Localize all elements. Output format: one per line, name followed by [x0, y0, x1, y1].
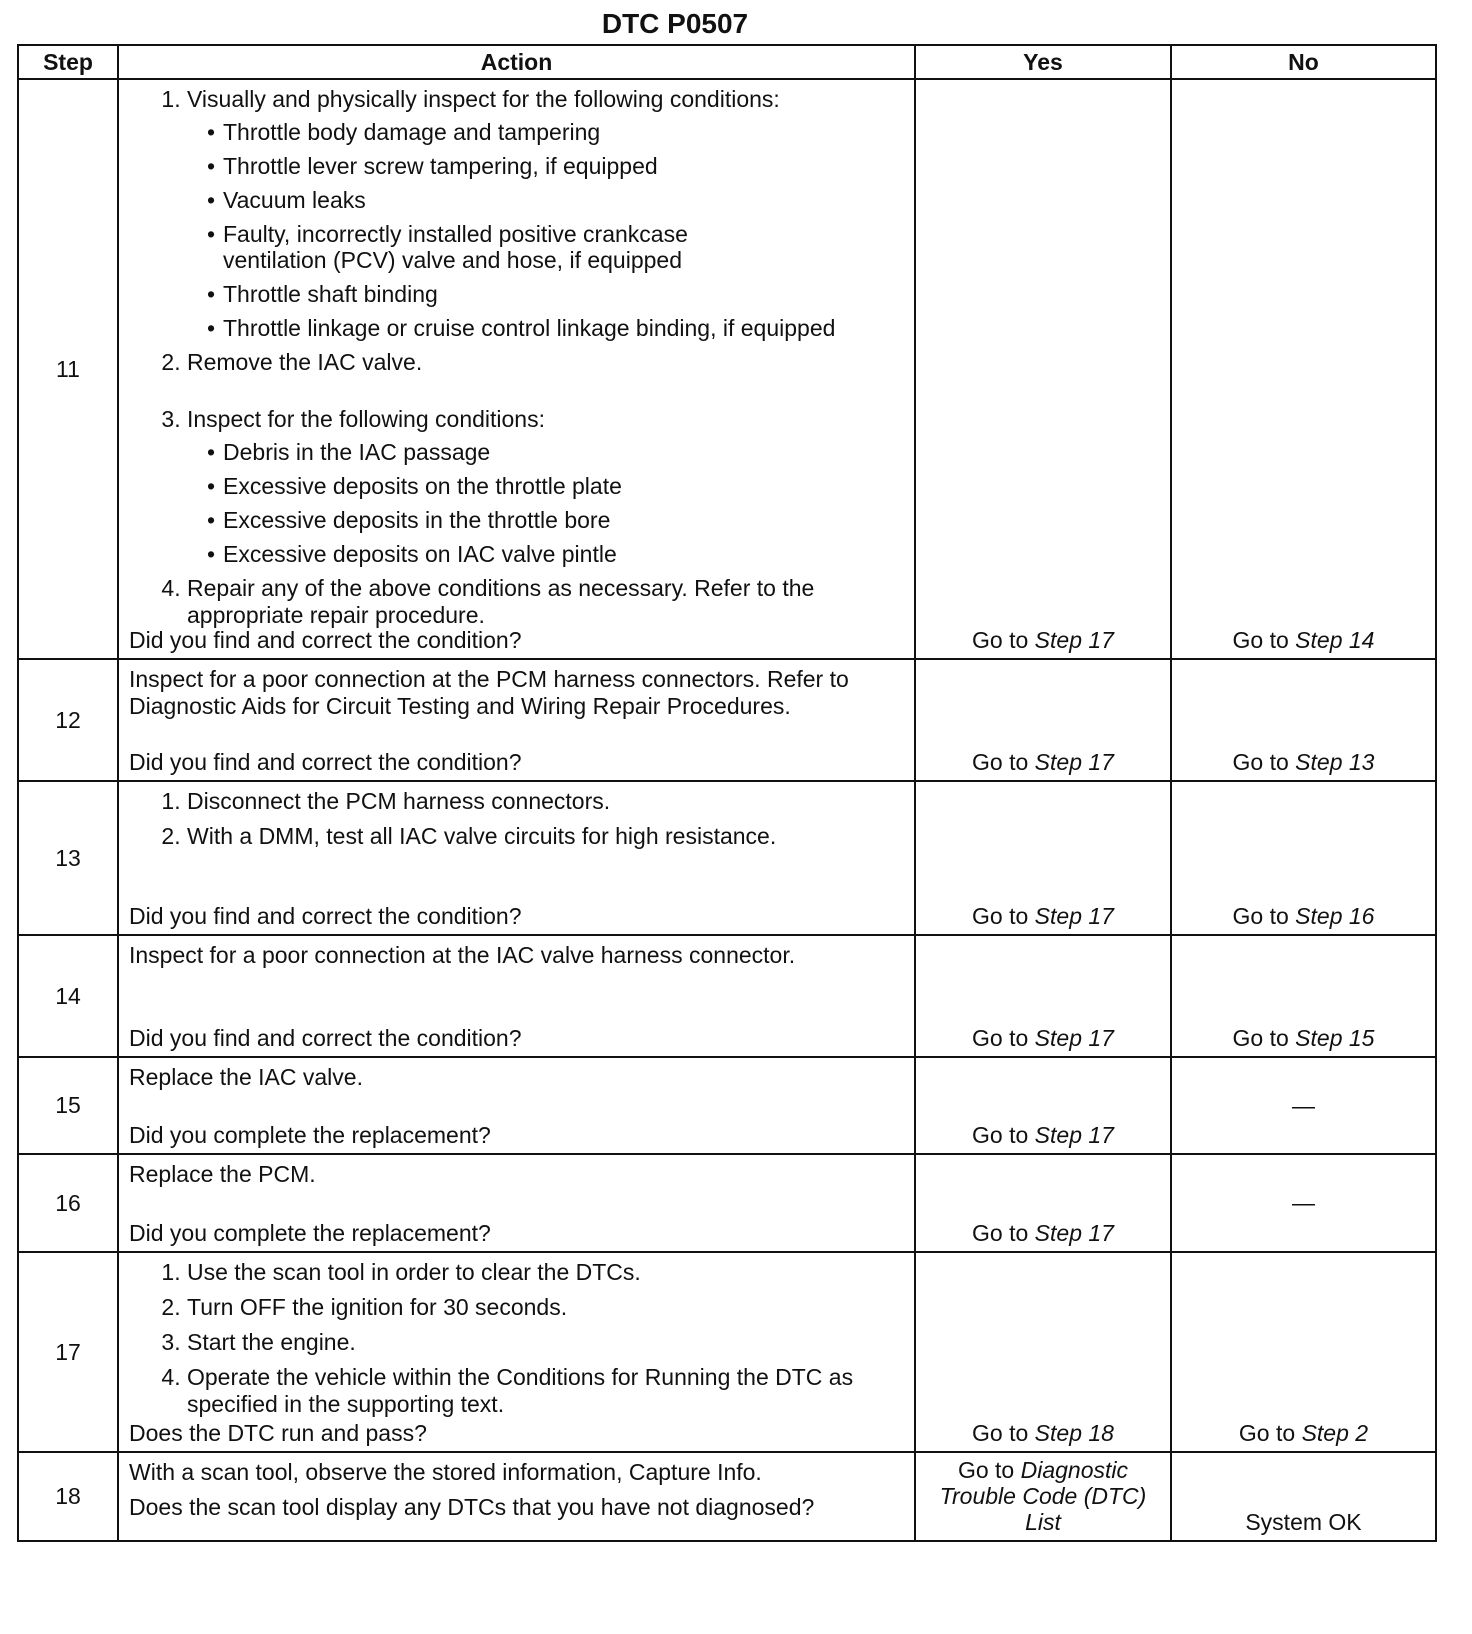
- no-result: —: [1292, 1189, 1315, 1216]
- table-row: [18, 1057, 1436, 1154]
- step-link: Step 17: [1034, 749, 1114, 775]
- action-text: Replace the PCM.: [129, 1161, 316, 1187]
- question-text: Does the scan tool display any DTCs that you have not diagnosed?: [129, 1494, 815, 1520]
- no-result: Go to Step 16: [1232, 903, 1375, 929]
- no-result: System OK: [1245, 1509, 1362, 1535]
- yes-result: Go to Step 17: [972, 749, 1114, 775]
- bullet-item: • Throttle linkage or cruise control linkage binding, if equipped: [207, 315, 906, 341]
- header-action: Action: [118, 45, 915, 79]
- action-cell: [118, 79, 915, 659]
- step-link: Step 17: [1034, 1220, 1114, 1246]
- action-text: Inspect for a poor connection at the IAC valve harness connector.: [129, 942, 796, 968]
- yes-cell: [915, 781, 1171, 935]
- question-text: Did you find and correct the condition?: [129, 749, 522, 775]
- table-header-row: [18, 45, 1436, 79]
- question-text: Does the DTC run and pass?: [129, 1420, 427, 1446]
- list-item: 1. Use the scan tool in order to clear the DTCs.: [187, 1259, 906, 1286]
- list-item: 2. With a DMM, test all IAC valve circuits for high resistance.: [187, 823, 906, 850]
- action-cell: [118, 1154, 915, 1252]
- no-cell: [1171, 781, 1436, 935]
- no-cell: [1171, 1154, 1436, 1252]
- page-title: DTC P0507: [601, 8, 749, 39]
- yes-cell: [915, 1252, 1171, 1452]
- bullet-list: [187, 439, 906, 567]
- no-result: Go to Step 14: [1232, 627, 1375, 653]
- yes-cell: [915, 79, 1171, 659]
- question-text: Did you find and correct the condition?: [129, 627, 522, 653]
- yes-cell: [915, 1154, 1171, 1252]
- action-cell: [118, 1452, 915, 1541]
- table-row: [18, 935, 1436, 1057]
- header-step: Step: [18, 45, 118, 79]
- action-cell: [118, 1057, 915, 1154]
- table-row: [18, 781, 1436, 935]
- step-number: 14: [18, 935, 118, 1057]
- no-result: Go to Step 15: [1232, 1025, 1375, 1051]
- dtc-table: [17, 44, 1437, 1542]
- no-cell: [1171, 659, 1436, 781]
- action-cell: [118, 935, 915, 1057]
- yes-cell: [915, 1057, 1171, 1154]
- bullet-item: • Faulty, incorrectly installed positive crankcase ventilation (PCV) valve and hose, if equipped: [207, 221, 743, 273]
- no-cell: [1171, 1057, 1436, 1154]
- action-cell: [118, 659, 915, 781]
- yes-result: Go to Step 17: [972, 627, 1114, 653]
- no-cell: [1171, 1452, 1436, 1541]
- list-item: 3. Inspect for the following conditions: • Debris in the IAC passage • Excessive deposits on the throttle plate • Excessive deposits in the throttle bore • Excessive deposits on IAC valve pintle: [187, 406, 906, 567]
- action-text: Inspect for a poor connection at the PCM harness connectors. Refer to Diagnostic Aids for Circuit Testing and Wiring Repair Procedures.: [129, 666, 849, 719]
- bullet-list: [187, 119, 906, 341]
- action-list: [129, 1259, 906, 1418]
- step-number: 18: [18, 1452, 118, 1541]
- no-cell: [1171, 79, 1436, 659]
- list-item: 3. Start the engine.: [187, 1329, 906, 1356]
- question-text: Did you complete the replacement?: [129, 1122, 491, 1148]
- list-item: 2. Remove the IAC valve.: [187, 349, 906, 376]
- step-number: 17: [18, 1252, 118, 1452]
- bullet-item: • Excessive deposits on IAC valve pintle: [207, 541, 906, 567]
- yes-result: Go to Step 17: [972, 1220, 1114, 1246]
- dtc-list-link: Diagnostic Trouble Code (DTC) List: [939, 1457, 1147, 1535]
- action-cell: [118, 781, 915, 935]
- question-text: Did you find and correct the condition?: [129, 903, 522, 929]
- action-list: [129, 86, 906, 629]
- list-item: 4. Repair any of the above conditions as necessary. Refer to the appropriate repair procedure.: [187, 575, 867, 629]
- action-cell: [118, 1252, 915, 1452]
- action-list: [129, 788, 906, 850]
- bullet-item: • Excessive deposits on the throttle plate: [207, 473, 906, 499]
- question-text: Did you complete the replacement?: [129, 1220, 491, 1246]
- step-number: 15: [18, 1057, 118, 1154]
- list-item: 1. Disconnect the PCM harness connectors.: [187, 788, 906, 815]
- yes-result: Go to Step 17: [972, 1025, 1114, 1051]
- table-row: [18, 1252, 1436, 1452]
- bullet-item: • Throttle shaft binding: [207, 281, 906, 307]
- step-number: 11: [18, 79, 118, 659]
- no-result: Go to Step 13: [1232, 749, 1375, 775]
- step-link: Step 17: [1034, 627, 1114, 653]
- list-item: 4. Operate the vehicle within the Conditions for Running the DTC as specified in the supporting text.: [187, 1364, 877, 1418]
- step-link: Step 17: [1034, 1122, 1114, 1148]
- bullet-item: • Debris in the IAC passage: [207, 439, 906, 465]
- table-row: [18, 1154, 1436, 1252]
- no-cell: [1171, 1252, 1436, 1452]
- yes-result: Go to Step 17: [972, 903, 1114, 929]
- step-link: Step 17: [1034, 1025, 1114, 1051]
- yes-result: Go to Step 18: [972, 1420, 1114, 1446]
- yes-cell: [915, 659, 1171, 781]
- bullet-item: • Excessive deposits in the throttle bore: [207, 507, 906, 533]
- question-text: Did you find and correct the condition?: [129, 1025, 522, 1051]
- no-result: Go to Step 2: [1238, 1420, 1369, 1446]
- step-link: Step 13: [1295, 749, 1375, 775]
- header-yes: Yes: [915, 45, 1171, 79]
- list-item: 2. Turn OFF the ignition for 30 seconds.: [187, 1294, 906, 1321]
- yes-result: Go to Step 17: [972, 1122, 1114, 1148]
- no-result: —: [1292, 1092, 1315, 1118]
- bullet-item: • Throttle lever screw tampering, if equipped: [207, 153, 906, 179]
- step-link: Step 18: [1034, 1420, 1114, 1446]
- header-no: No: [1171, 45, 1436, 79]
- table-row: [18, 659, 1436, 781]
- bullet-item: • Vacuum leaks: [207, 187, 906, 213]
- action-text: Replace the IAC valve.: [129, 1064, 363, 1090]
- bullet-item: • Throttle body damage and tampering: [207, 119, 906, 145]
- step-link: Step 17: [1034, 903, 1114, 929]
- list-item: 1. Visually and physically inspect for the following conditions: • Throttle body damage and tampering • Throttle lever screw tampering, if equipped • Vacuum leaks • Faulty, incorrectly installed positive crankcase ventilation (PCV) valve and hose, if equipped • Throttle shaft binding • Throttle linkage or cruise control linkage binding, if equipped: [187, 86, 906, 341]
- step-number: 13: [18, 781, 118, 935]
- yes-cell: Go to Diagnostic Trouble Code (DTC) List: [915, 1452, 1171, 1541]
- step-link: Step 2: [1301, 1420, 1369, 1446]
- table-row: [18, 79, 1436, 659]
- step-link: Step 15: [1295, 1025, 1375, 1051]
- step-number: 12: [18, 659, 118, 781]
- table-row: [18, 1452, 1436, 1541]
- step-link: Step 14: [1295, 627, 1375, 653]
- action-text: With a scan tool, observe the stored information, Capture Info.: [129, 1459, 762, 1485]
- no-cell: [1171, 935, 1436, 1057]
- step-number: 16: [18, 1154, 118, 1252]
- yes-cell: [915, 935, 1171, 1057]
- step-link: Step 16: [1295, 903, 1375, 929]
